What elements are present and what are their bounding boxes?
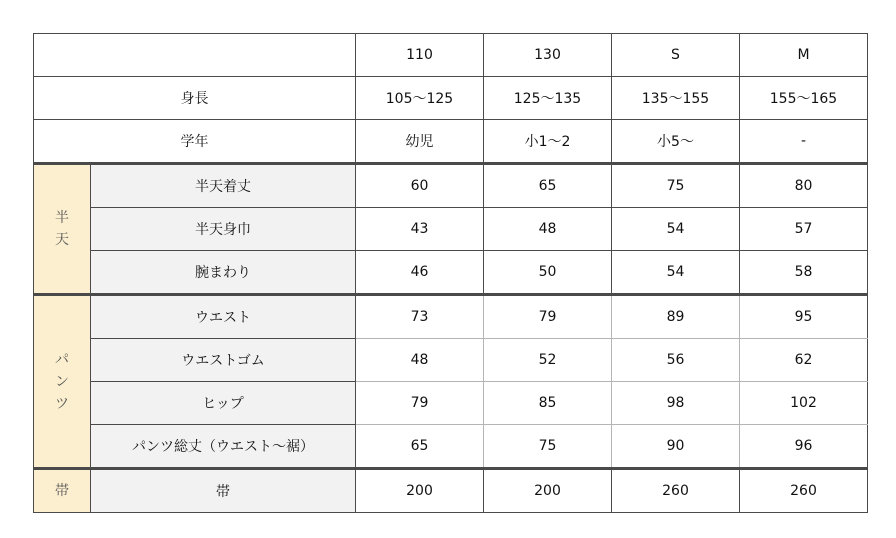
table-cell: 65 [484,164,612,208]
table-row-obi [34,469,868,513]
row-label: 腕まわり [91,251,356,295]
table-cell: 65 [356,425,484,469]
table-cell: 62 [740,339,868,382]
table-cell: 58 [740,251,868,295]
group-label-hanten: 半 天 [34,164,91,295]
size-chart-table [33,33,868,513]
table-row-hanten-length [34,164,868,208]
table-cell: 73 [356,295,484,339]
table-cell: 小5〜 [612,120,740,164]
table-cell: 95 [740,295,868,339]
table-cell: 幼児 [356,120,484,164]
table-cell: 50 [484,251,612,295]
table-row-waist-elastic [34,339,868,382]
table-cell: 79 [484,295,612,339]
table-row-waist [34,295,868,339]
table-cell: 260 [612,469,740,513]
table-cell: 80 [740,164,868,208]
table-cell: 89 [612,295,740,339]
table-cell: 98 [612,382,740,425]
size-header-s: S [612,34,740,77]
table-cell: 43 [356,208,484,251]
table-row-grade [34,120,868,164]
table-cell: 105〜125 [356,77,484,120]
table-cell: 200 [484,469,612,513]
table-cell: 135〜155 [612,77,740,120]
header-corner-cell [34,34,356,77]
row-label: ヒップ [91,382,356,425]
table-cell: 155〜165 [740,77,868,120]
table-cell: 125〜135 [484,77,612,120]
table-cell: 102 [740,382,868,425]
row-label: ウエストゴム [91,339,356,382]
table-cell: 57 [740,208,868,251]
row-label-grade: 学年 [34,120,356,164]
table-cell: 48 [484,208,612,251]
table-cell: 79 [356,382,484,425]
size-header-130: 130 [484,34,612,77]
table-cell: 46 [356,251,484,295]
table-cell: 56 [612,339,740,382]
table-cell: 85 [484,382,612,425]
table-cell: 小1〜2 [484,120,612,164]
size-header-110: 110 [356,34,484,77]
table-cell: 60 [356,164,484,208]
table-cell: 48 [356,339,484,382]
header-row [34,34,868,77]
table-row-pants-length [34,425,868,469]
group-label-pants: パ ン ツ [34,295,91,469]
size-header-m: M [740,34,868,77]
table-row-arm [34,251,868,295]
row-label: 半天身巾 [91,208,356,251]
table-cell: 260 [740,469,868,513]
table-row-hanten-width [34,208,868,251]
table-row-height [34,77,868,120]
table-cell: 75 [484,425,612,469]
table-cell: 54 [612,251,740,295]
table-cell: 75 [612,164,740,208]
table-row-hip [34,382,868,425]
row-label-height: 身長 [34,77,356,120]
table-cell: 96 [740,425,868,469]
table-cell: 90 [612,425,740,469]
table-cell: - [740,120,868,164]
table-cell: 54 [612,208,740,251]
table-cell: 200 [356,469,484,513]
row-label: ウエスト [91,295,356,339]
row-label: パンツ総丈（ウエスト〜裾） [91,425,356,469]
row-label: 帯 [91,469,356,513]
group-label-obi: 帯 [34,469,91,513]
row-label: 半天着丈 [91,164,356,208]
table-cell: 52 [484,339,612,382]
